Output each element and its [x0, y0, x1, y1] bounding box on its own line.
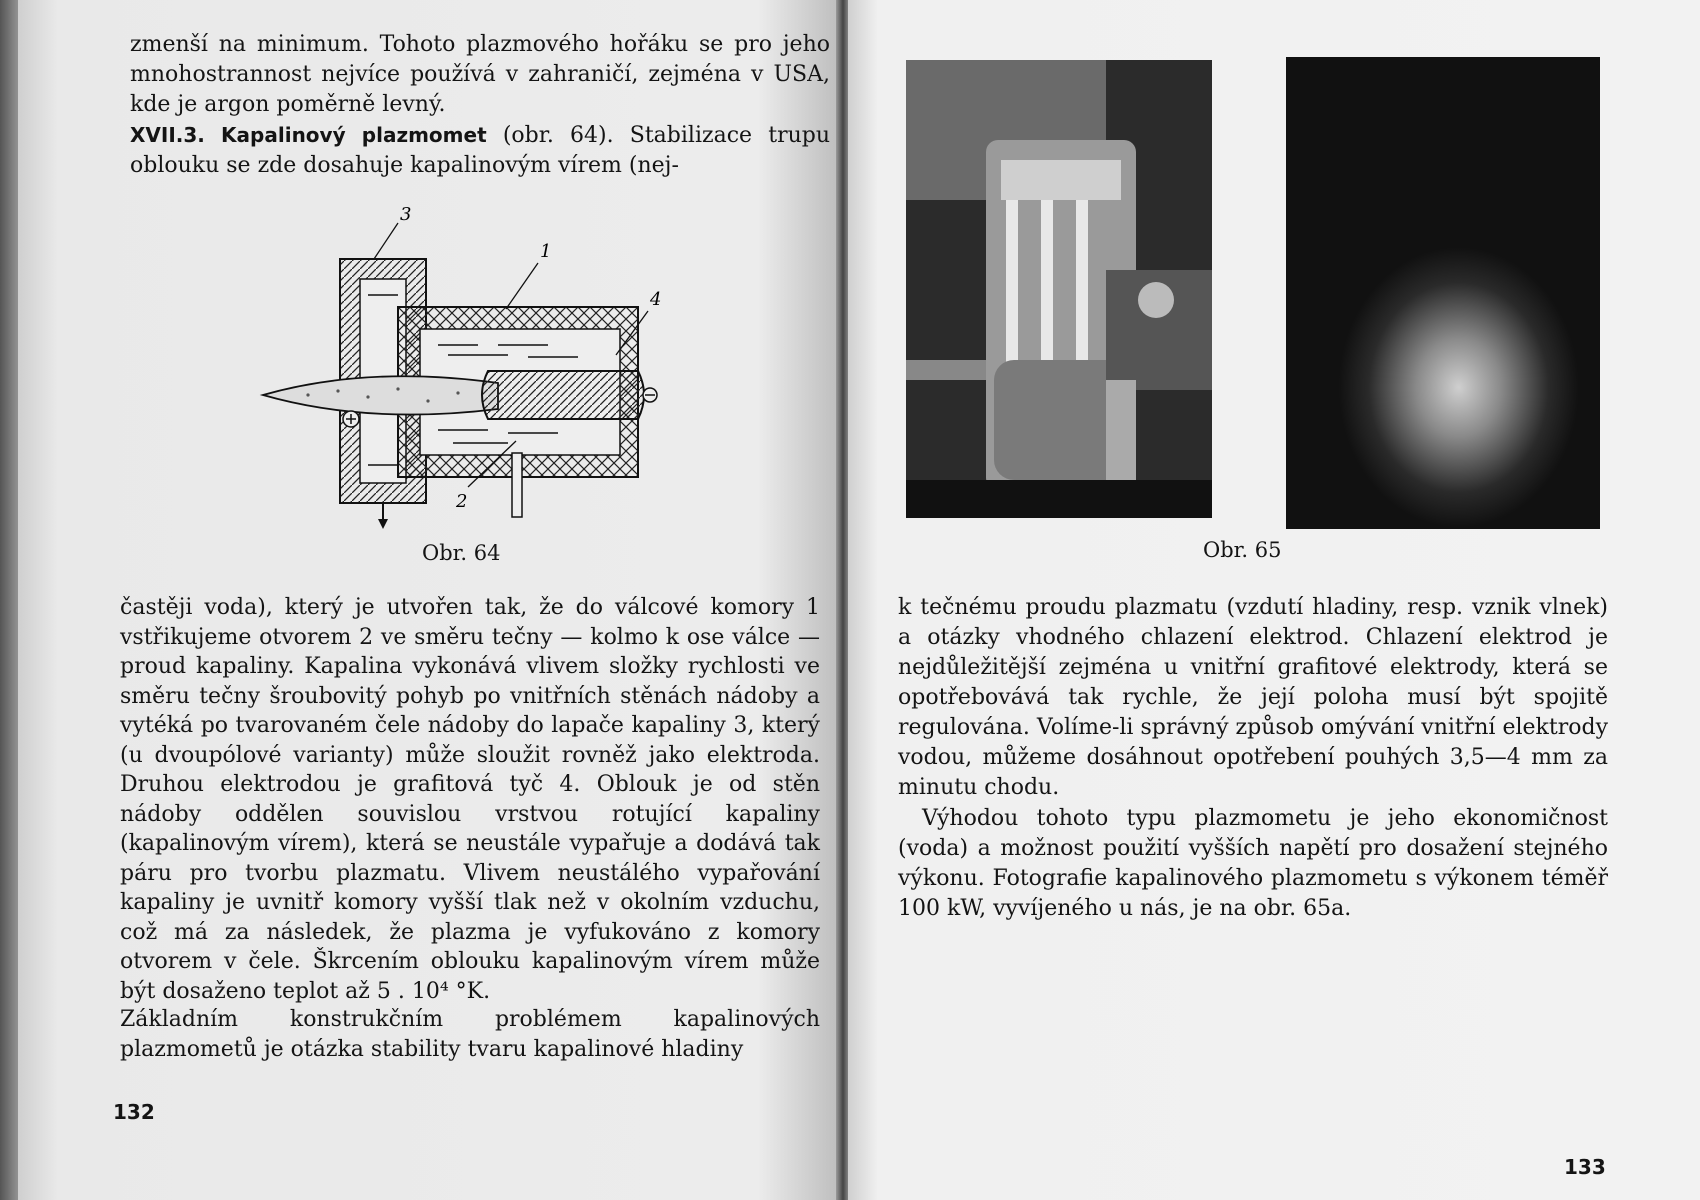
book-edge-shadow — [0, 0, 20, 1200]
section-intro-text: (obr. 64). Stabilizace trupu oblouku se zde dosahuje kapalinovým vírem (nej- — [130, 123, 831, 178]
right-page — [848, 0, 1700, 1200]
figure-64-caption: Obr. 64 — [422, 541, 501, 565]
page-number-right: 133 — [1564, 1155, 1606, 1179]
section-paragraph — [130, 120, 830, 181]
figure-64-diagram — [248, 205, 718, 535]
inlet-pipe — [512, 453, 522, 517]
paragraph-main: častěji voda), který je utvořen tak, že do válcové komory 1 vstřikujeme otvorem 2 ve směru tečny — kolmo k ose válce — proud kapaliny. Kapalina vykonává vlivem složky rychlosti ve směru tečny šroubovitý pohyb po vnitřních stěnách nádoby a vytéká po tvarovaném čele nádoby do lapače kapaliny 3, který (u dvoupólové varianty) může sloužit rovněž jako elektroda. Druhou elektrodou je grafitová tyč 4. Oblouk je od stěn nádoby oddělen souvislou vrstvou rotující kapaliny (kapalinovým vírem), která se neustále vypařuje a dodává tak páru pro tvorbu plazmatu. Vlivem neustálého vypařování kapaliny je uvnitř komory vyšší tlak než v okolním vzduchu, což má za následek, že plazma je vyfukováno z komory otvorem v čele. Škrcením oblouku kapalinovým vírem může být dosaženo teplot až 5 . 10⁴ °K. — [120, 595, 820, 1004]
paragraph-last: Základním konstrukčním problémem kapalinových plazmometů je otázka stability tvaru kapalinové hladiny — [120, 1007, 820, 1062]
plasma-jet — [263, 376, 498, 414]
page-number-left: 132 — [113, 1100, 155, 1124]
section-heading: XVII.3. Kapalinový plazmomet — [130, 123, 487, 147]
figure-label-1: 1 — [540, 241, 552, 262]
figure-65-photo-plasma — [1286, 57, 1600, 529]
paragraph-top: zmenší na minimum. Tohoto plazmového hořáku se pro jeho mnohostrannost nejvíce používá v zahraničí, zejména v USA, kde je argon poměrně levný. — [130, 32, 830, 117]
figure-65-caption: Obr. 65 — [1203, 538, 1282, 562]
left-page — [18, 0, 840, 1200]
graphite-rod — [482, 371, 644, 419]
paragraph-right-1: k tečnému proudu plazmatu (vzdutí hladiny, resp. vznik vlnek) a otázky vhodného chlazení elektrod. Chlazení elektrod je nejdůležitější zejména u vnitřní grafitové elektrody, která se opotřebovává tak rychle, že její poloha musí být spojitě regulována. Volíme-li správný způsob omývání vnitřní elektrody vodou, můžeme dosáhnout opotřebení pouhých 3,5—4 mm za minutu chodu. — [898, 595, 1608, 800]
paragraph-right-2: Výhodou tohoto typu plazmometu je jeho ekonomičnost (voda) a možnost použití vyšších napětí pro dosažení stejného výkonu. Fotografie kapalinového plazmometu s výkonem téměř 100 kW, vyvíjeného u nás, je na obr. 65a. — [898, 806, 1608, 921]
figure-label-3: 3 — [400, 205, 412, 225]
figure-65-photo-device — [906, 60, 1212, 518]
figure-label-4: 4 — [650, 289, 662, 310]
figure-label-2: 2 — [456, 491, 468, 512]
